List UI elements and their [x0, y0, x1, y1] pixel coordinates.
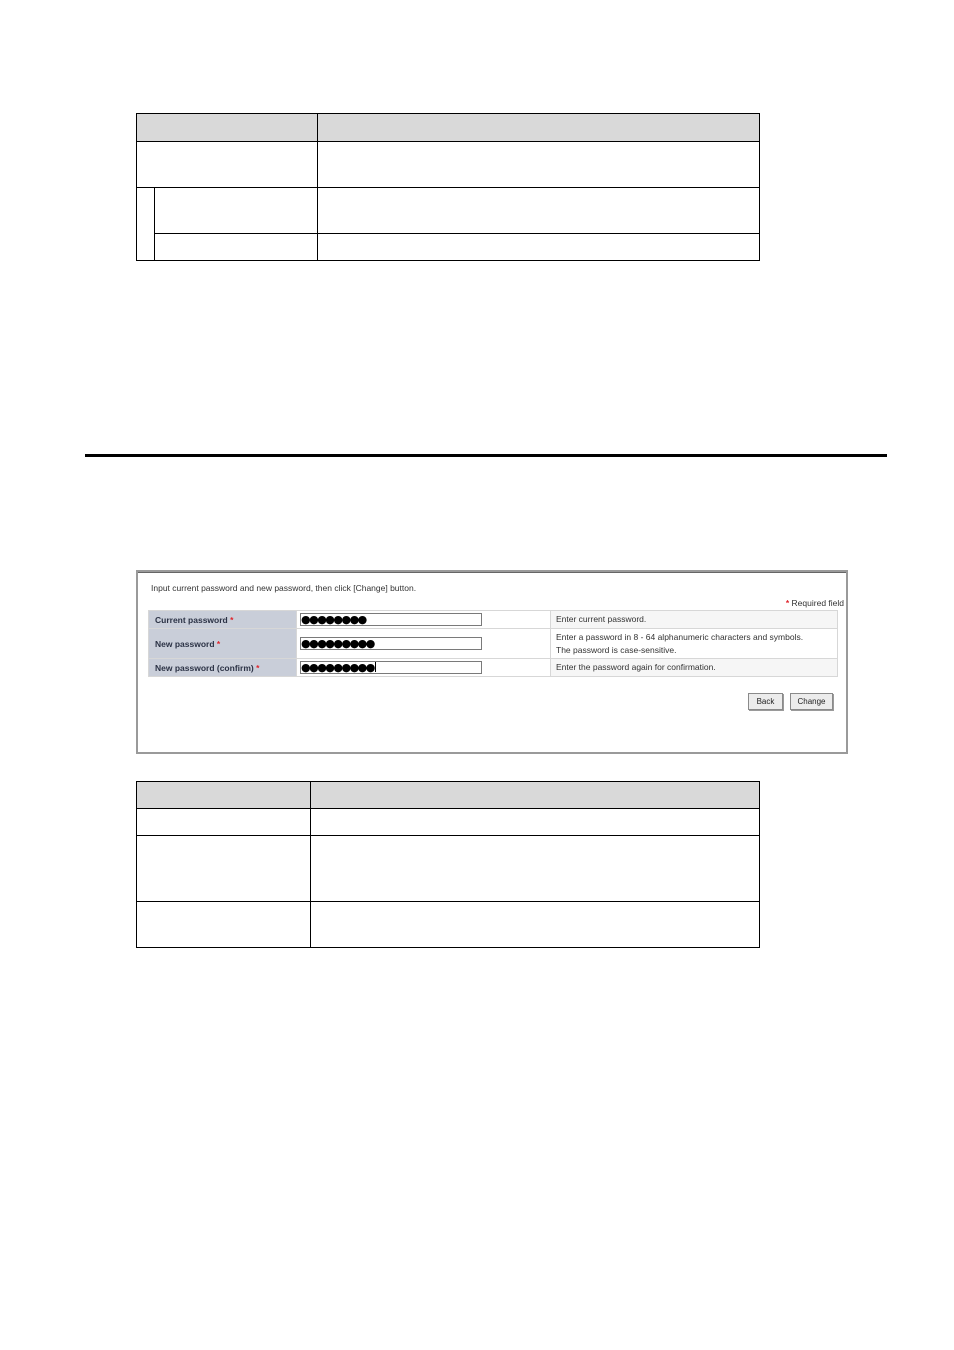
section-divider	[85, 454, 887, 457]
new-password-input[interactable]	[300, 637, 482, 650]
bottom-table	[136, 781, 760, 948]
table-cell	[155, 188, 318, 234]
change-button[interactable]: Change	[790, 693, 833, 710]
table-cell	[318, 188, 760, 234]
table-header-row	[137, 114, 760, 142]
indent-cell	[137, 188, 155, 261]
current-password-label	[149, 611, 297, 629]
password-form	[148, 610, 838, 677]
required-field-label: Required field	[791, 598, 844, 608]
table-row	[137, 142, 760, 188]
table-cell	[318, 234, 760, 261]
confirm-password-cell	[297, 659, 551, 677]
back-button[interactable]: Back	[748, 693, 783, 710]
help-line: The password is case-sensitive.	[556, 644, 677, 655]
table-row	[137, 188, 760, 234]
help-line: Enter current password.	[556, 614, 647, 624]
current-password-label-text: Current password	[155, 614, 228, 625]
confirm-password-label-text: New password (confirm)	[155, 662, 254, 673]
required-field-note	[786, 598, 844, 608]
table-cell	[155, 234, 318, 261]
table-header-row	[137, 782, 760, 809]
confirm-password-label	[149, 659, 297, 677]
confirm-password-input[interactable]	[300, 661, 482, 674]
table-cell	[137, 902, 311, 948]
header-cell	[318, 114, 760, 142]
table-row	[137, 902, 760, 948]
confirm-password-help	[551, 659, 838, 677]
form-row-current-password	[149, 611, 838, 629]
text-caret	[375, 662, 376, 672]
table-cell	[318, 142, 760, 188]
form-row-new-password	[149, 629, 838, 659]
table-cell	[137, 836, 311, 902]
table-row	[137, 809, 760, 836]
new-password-label-text: New password	[155, 638, 215, 649]
current-password-mask: ●●●●●●●●	[301, 613, 366, 626]
required-star: *	[230, 614, 234, 625]
instruction-text: Input current password and new password, then click [Change] button.	[151, 583, 417, 593]
form-row-confirm-password	[149, 659, 838, 677]
confirm-password-mask: ●●●●●●●●●	[301, 661, 374, 674]
table-cell	[137, 142, 318, 188]
header-cell	[137, 114, 318, 142]
help-line: Enter a password in 8 - 64 alphanumeric characters and symbols.	[556, 631, 804, 642]
new-password-mask: ●●●●●●●●●	[301, 637, 374, 650]
table-row	[137, 836, 760, 902]
panel-top-edge	[138, 572, 846, 573]
new-password-cell	[297, 629, 551, 659]
current-password-input[interactable]	[300, 613, 482, 626]
new-password-label	[149, 629, 297, 659]
required-star: *	[785, 598, 790, 608]
new-password-help	[551, 629, 838, 659]
change-password-panel	[136, 570, 848, 754]
header-cell	[311, 782, 760, 809]
top-table	[136, 113, 760, 261]
required-star: *	[256, 662, 260, 673]
table-cell	[311, 902, 760, 948]
help-line: Enter the password again for confirmation.	[556, 662, 716, 672]
current-password-cell	[297, 611, 551, 629]
table-cell	[137, 809, 311, 836]
table-row	[137, 234, 760, 261]
header-cell	[137, 782, 311, 809]
required-star: *	[216, 638, 221, 649]
current-password-help	[551, 611, 838, 629]
table-cell	[311, 836, 760, 902]
table-cell	[311, 809, 760, 836]
